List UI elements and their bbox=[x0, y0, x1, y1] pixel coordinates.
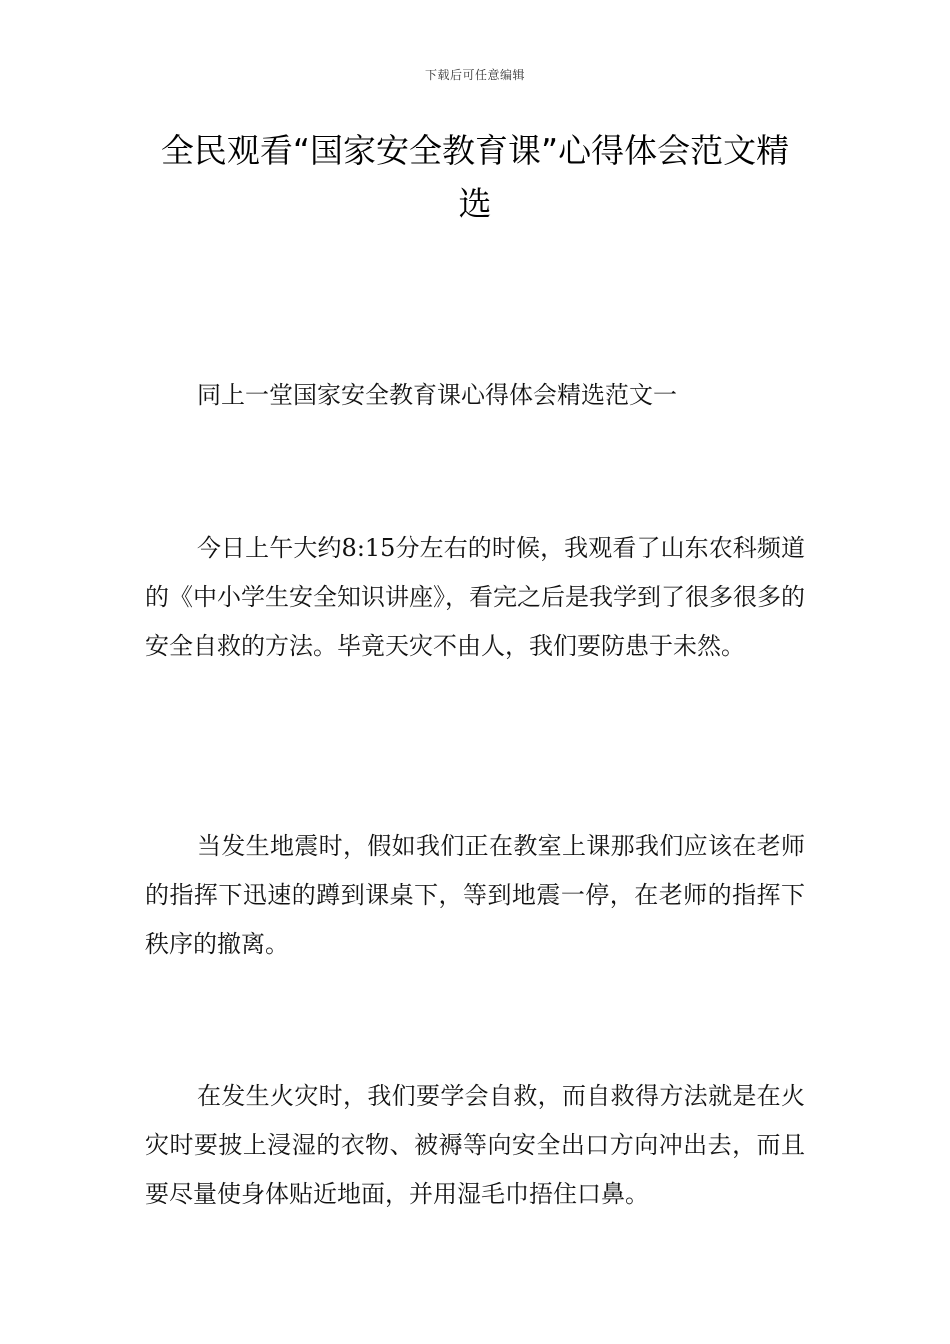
document-title: 全民观看“国家安全教育课”心得体会范文精选 bbox=[160, 131, 790, 223]
header-note: 下载后可任意编辑 bbox=[424, 68, 525, 82]
paragraph-fire: 在发生火灾时，我们要学会自救，而自救得方法就是在火灾时要披上浸湿的衣物、被褥等向安全出口方向冲出去，而且要尽量使身体贴近地面，并用湿毛巾捂住口鼻。 bbox=[145, 1082, 805, 1208]
section-subtitle: 同上一堂国家安全教育课心得体会精选范文一 bbox=[197, 381, 677, 409]
paragraph-earthquake: 当发生地震时，假如我们正在教室上课那我们应该在老师的指挥下迅速的蹲到课桌下，等到地震一停，在老师的指挥下秩序的撤离。 bbox=[145, 832, 805, 958]
paragraph-intro: 今日上午大约8:15分左右的时候，我观看了山东农科频道的《中小学生安全知识讲座》，看完之后是我学到了很多很多的安全自救的方法。毕竟天灾不由人，我们要防患于未然。 bbox=[145, 534, 805, 660]
